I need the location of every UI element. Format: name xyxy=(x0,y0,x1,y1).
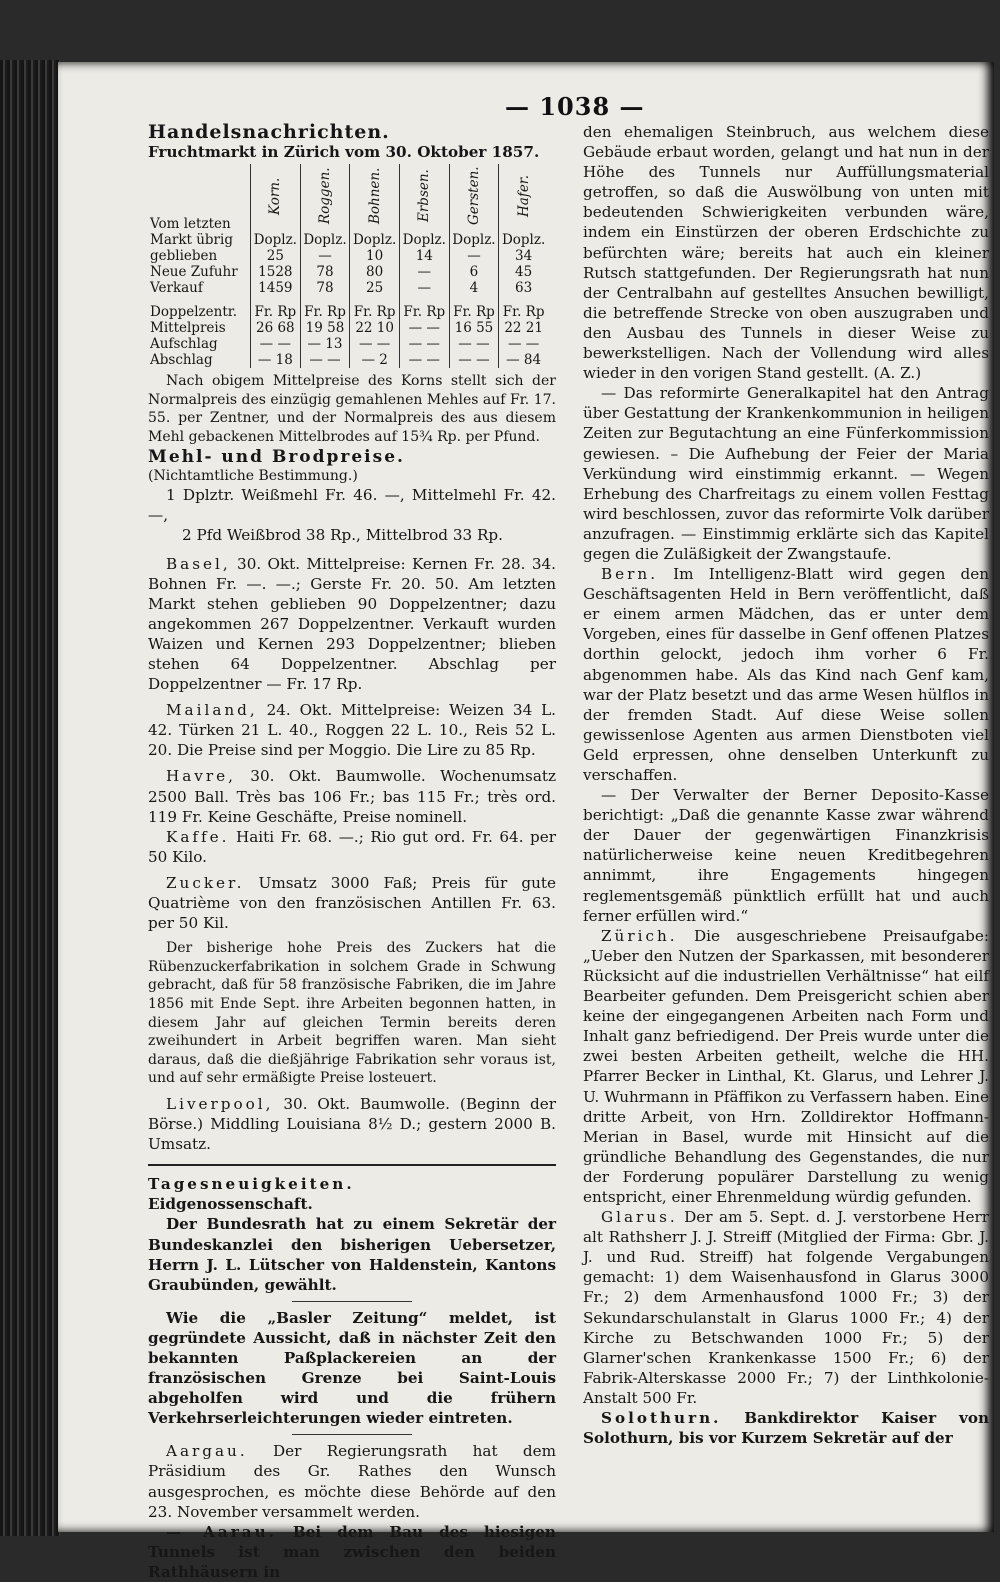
table-cell: Doplz. xyxy=(350,232,400,248)
table-cell: 25 xyxy=(350,280,400,296)
table-cell: Fr. Rp xyxy=(251,296,301,320)
table-cell: Fr. Rp xyxy=(499,296,548,320)
column-header: Roggen. xyxy=(316,167,333,225)
table-cell: 1459 xyxy=(251,280,301,296)
table-cell: Doplz. xyxy=(300,232,350,248)
aargau-report xyxy=(148,1441,556,1521)
federal-heading: Eidgenossenschaft. xyxy=(148,1195,313,1214)
table-cell: Doplz. xyxy=(399,232,449,248)
report-text: Bankdirektor Kaiser von Solothurn, bis vor Kurzem Sekretär auf der xyxy=(583,1409,989,1448)
table-cell: 45 xyxy=(499,264,548,280)
row-label: Abschlag xyxy=(150,352,213,369)
column-header: Gersten. xyxy=(465,166,482,226)
table-cell: 10 xyxy=(350,248,400,264)
table-cell: Fr. Rp xyxy=(300,296,350,320)
basler-report: Wie die „Basler Zeitung“ meldet, ist gegründete Aussicht, daß in nächster Zeit den bekannten Paßplackereien an der französischen Grenze bei Saint-Louis abgeholfen wird und die frühern Verkehrserleichterungen wieder eintreten. xyxy=(148,1308,556,1428)
havre-report xyxy=(148,766,556,826)
zurich-report xyxy=(583,926,989,1207)
table-cell: Doplz. xyxy=(449,232,499,248)
row-label: Aufschlag xyxy=(150,336,218,353)
bern-report xyxy=(583,564,989,785)
bread-prices-line-2: 2 Pfd Weißbrod 38 Rp., Mittelbrod 33 Rp. xyxy=(182,526,503,545)
row-label: Doppelzentr. xyxy=(150,304,238,321)
table-cell: — 13 xyxy=(300,336,350,352)
table-cell: 6 xyxy=(449,264,499,280)
table-cell: 80 xyxy=(350,264,400,280)
deposito-report: — Der Verwalter der Berner Deposito-Kasse berichtigt: „Daß die genannte Kasse zwar während der Dauer der gegenwärtigen Finanzkrisis natürlicherweise keine neuen Kreditbegehren annimmt, ihre Engagements hingegen reglementsgemäß pünktlich erfüllt hat und auch ferner erfüllen wird.“ xyxy=(583,786,989,925)
reform-report: — Das reformirte Generalkapitel hat den Antrag über Gestattung der Krankenkommunion in heiligen Zeiten zur Begutachtung an eine Fünferkommission gewiesen. – Die Aufhebung der Feier der Maria Verkündung wird einstimmig erkannt. — Wegen Erhebung des Charfreitags zu einem vollen Festtag wird beschlossen, zuvor das reformirte Volk darüber anzufragen. — Einstimmig erklärte sich das Kapitel gegen die Zuläßigkeit der Zwangstaufe. xyxy=(583,384,989,563)
table-row xyxy=(148,352,548,368)
table-row xyxy=(148,296,548,320)
table-row xyxy=(148,336,548,352)
trade-news-heading: Handelsnachrichten. xyxy=(148,121,390,143)
book-page-edges xyxy=(0,60,60,1536)
liverpool-report xyxy=(148,1094,556,1154)
table-cell: 22 21 xyxy=(499,320,548,336)
table-cell: Fr. Rp xyxy=(399,296,449,320)
table-cell: — xyxy=(449,248,499,264)
table-cell: 19 58 xyxy=(300,320,350,336)
table-cell: — — xyxy=(399,336,449,352)
table-row xyxy=(148,232,548,248)
table-cell: — — xyxy=(399,352,449,368)
column-header: Erbsen. xyxy=(416,169,433,223)
place-name: Solothurn. xyxy=(601,1409,722,1427)
glarus-report xyxy=(583,1207,989,1408)
table-cell: 34 xyxy=(499,248,548,264)
table-cell: — — xyxy=(251,336,301,352)
table-header-label: Vom letzten xyxy=(150,216,231,233)
table-cell: 78 xyxy=(300,264,350,280)
solothurn-report xyxy=(583,1408,989,1448)
report-text: 30. Okt. Baumwolle. (Beginn der Börse.) Middling Louisiana 8½ D.; gestern 2000 B. Umsatz. xyxy=(148,1094,556,1154)
bread-prices-heading: Mehl- und Brodpreise. xyxy=(148,446,405,467)
kaffe-report xyxy=(148,827,556,867)
table-cell: 63 xyxy=(499,280,548,296)
report-text: Haiti Fr. 68. —.; Rio gut ord. Fr. 64. per 50 Kilo. xyxy=(148,827,556,866)
page-number: — 1038 — xyxy=(505,92,645,121)
table-cell: 22 10 xyxy=(350,320,400,336)
table-cell: 16 55 xyxy=(449,320,499,336)
table-cell: — — xyxy=(300,352,350,368)
place-name: Bern. xyxy=(601,565,659,584)
table-cell: 1528 xyxy=(251,264,301,280)
report-text: Umsatz 3000 Faß; Preis für gute Quatrième von den französischen Antillen Fr. 63. per 50 Kil. xyxy=(148,873,556,933)
place-name: Mailand, xyxy=(166,701,258,720)
bread-prices-subtitle: (Nichtamtliche Bestimmung.) xyxy=(148,467,358,484)
place-name: Liverpool, xyxy=(166,1094,274,1113)
place-name: Basel, xyxy=(166,554,231,573)
left-column xyxy=(148,122,556,1582)
basel-report xyxy=(148,554,556,695)
zucker-report xyxy=(148,873,556,933)
table-cell: — — xyxy=(350,336,400,352)
row-label: Markt übrig xyxy=(150,232,233,249)
column-header: Hafer. xyxy=(515,175,532,218)
tunnel-report: den ehemaligen Steinbruch, aus welchem diese Gebäude erbaut worden, gelangt und hat nun in der Höhe des Tunnels nur Auffüllungsmaterial getroffen, so daß die Auswölbung von unten mit bedeutenden Schwierigkeiten verbunden wäre, indem ein Einstürzen der oberen Erdschichte zu befürchten wäre; bereits hat auch ein kleiner Rutsch stattgefunden. Der Regierungsrath hat nun der Centralbahn auf gestelltes Ansuchen bewilligt, die betreffende Strecke von oben auszugraben und den Ausbau des Tunnels in dieser Weise zu bewerkstelligen. Nach der Vollendung wird alles wieder in den vorigen Stand gestellt. (A. Z.) xyxy=(583,123,989,383)
commodity-label: Kaffe. xyxy=(166,827,230,846)
table-cell: — xyxy=(399,280,449,296)
normal-price-note: Nach obigem Mittelpreise des Korns stellt sich der Normalpreis des einzügig gemahlenen Mehles auf Fr. 17. 55. per Zentner, und der Normalpreis des aus diesem Mehl gebackenen Mittelbrodes auf 15¾ Rp. per Pfund. xyxy=(148,373,556,445)
section-divider xyxy=(148,1164,556,1166)
place-name: Zürich. xyxy=(601,926,678,945)
right-column xyxy=(583,122,989,1448)
place-name: Havre, xyxy=(166,767,236,786)
table-cell: 78 xyxy=(300,280,350,296)
table-cell: — — xyxy=(449,336,499,352)
report-text: 30. Okt. Baumwolle. Wochenumsatz 2500 Ball. Très bas 106 Fr.; bas 115 Fr.; très ord. 119 Fr. Keine Geschäfte, Preise nominell. xyxy=(148,767,556,826)
short-divider xyxy=(292,1301,412,1302)
column-header: Bohnen. xyxy=(366,167,383,225)
commodity-label: Zucker. xyxy=(166,873,245,892)
table-cell: — — xyxy=(449,352,499,368)
table-cell: 25 xyxy=(251,248,301,264)
zucker-note: Der bisherige hohe Preis des Zuckers hat die Rübenzuckerfabrikation in solchem Grade in Schwung gebracht, daß für 58 französische Fabriken, die im Jahre 1856 mit Ende Sept. ihre Arbeiten begonnen hatten, in diesem Jahr auf gleichen Termin bereits deren zweihundert in Arbeit begriffen waren. Man sieht daraus, daß die dießjährige Fabrikation sehr voraus ist, und auf sehr ermäßigte Preise losteuert. xyxy=(148,940,556,1087)
table-cell: 14 xyxy=(399,248,449,264)
table-cell: — 84 xyxy=(499,352,548,368)
table-row xyxy=(148,320,548,336)
table-cell: 26 68 xyxy=(251,320,301,336)
table-cell: — 18 xyxy=(251,352,301,368)
table-cell: — xyxy=(300,248,350,264)
table-header-row xyxy=(148,164,548,232)
daily-news-heading: Tagesneuigkeiten. xyxy=(148,1175,355,1194)
row-label: geblieben xyxy=(150,248,218,265)
fruit-market-title: Fruchtmarkt in Zürich vom 30. Oktober 1857. xyxy=(148,143,540,162)
report-text: Die ausgeschriebene Preisaufgabe: „Ueber den Nutzen der Sparkassen, mit besonderer Rücksicht auf die industriellen Verhältnisse“ hat eilf Bearbeiter gefunden. Dem Preisgericht schien aber keine der eingegangenen Arbeiten nach Form und Inhalt ganz befriedigend. Der Preis wurde unter die zwei besten Arbeiten getheilt, welche die HH. Pfarrer Becker in Linthal, Kt. Glarus, und Lehrer J. U. Wuhrmann in Pfäffikon zu Verfassern haben. Eine dritte Arbeit, von Hrn. Zolldirektor Hoffmann-Merian in Basel, wurde mit Hinsicht auf die gründliche Behandlung des Gegenstandes, die nur der Forderung populärer Darstellung zu wenig entspricht, einer Ehrenmeldung würdig gefunden. xyxy=(583,926,989,1206)
table-cell: Fr. Rp xyxy=(350,296,400,320)
report-text: Bei dem Bau des hiesigen Tunnels ist man zwischen den beiden Rathhäusern in xyxy=(148,1522,556,1581)
fruit-market-table xyxy=(148,164,548,368)
report-text: Im Intelligenz-Blatt wird gegen den Geschäftsagenten Held in Bern veröffentlicht, daß er einem armen Mädchen, das er unter dem Vorgeben, eines für dasselbe in Genf offenen Platzes dorthin gelockt, jedoch ihm vorher 6 Fr. abgenommen habe. Als das Kind nach Genf kam, war der Platz besetzt und das arme Wesen hülflos in der fremden Stadt. Auf diese Weise sollen gewissenlose Agenten aus armen Dienstboten viel Geld erpressen, ohne denselben Unterkunft zu verschaffen. xyxy=(583,565,990,784)
row-label: Mittelpreis xyxy=(150,320,226,337)
table-cell: — xyxy=(399,264,449,280)
table-row xyxy=(148,280,548,296)
place-name: — Aarau. xyxy=(166,1522,277,1541)
row-label: Neue Zufuhr xyxy=(150,264,238,281)
table-cell: — 2 xyxy=(350,352,400,368)
table-row xyxy=(148,248,548,264)
federal-report: Der Bundesrath hat zu einem Sekretär der Bundeskanzlei den bisherigen Uebersetzer, Herrn J. L. Lütscher von Haldenstein, Kantons Graubünden, gewählt. xyxy=(148,1215,556,1294)
table-cell: Fr. Rp xyxy=(449,296,499,320)
table-cell: 4 xyxy=(449,280,499,296)
report-text: Der Regierungsrath hat dem Präsidium des Gr. Rathes den Wunsch ausgesprochen, es möchte diese Behörde auf den 23. November versammelt werden. xyxy=(148,1442,556,1521)
table-row xyxy=(148,264,548,280)
column-header: Korn. xyxy=(267,177,284,215)
mailand-report xyxy=(148,700,556,760)
place-name: Glarus. xyxy=(601,1208,678,1227)
aarau-report xyxy=(148,1522,556,1582)
table-cell: Doplz. xyxy=(499,232,548,248)
report-text: 24. Okt. Mittelpreise: Weizen 34 L. 42. Türken 21 L. 40., Roggen 22 L. 10., Reis 52 L. 20. Die Preise sind per Moggio. Die Lire zu 85 Rp. xyxy=(148,701,556,760)
report-text: 30. Okt. Mittelpreise: Kernen Fr. 28. 34. Bohnen Fr. —. —.; Gerste Fr. 20. 50. Am letzten Markt stehen geblieben 90 Doppelzentner; dazu angekommen 267 Doppelzentner. Verkauft wurden Waizen und Kernen 293 Doppelzentner; blieben stehen 64 Doppelzentner. Abschlag per Doppelzentner — Fr. 17 Rp. xyxy=(148,554,557,694)
table-cell: — — xyxy=(499,336,548,352)
table-cell: — — xyxy=(399,320,449,336)
bread-prices-line-1: 1 Dplztr. Weißmehl Fr. 46. —, Mittelmehl Fr. 42. —, xyxy=(148,486,556,525)
short-divider xyxy=(292,1434,412,1435)
place-name: Aargau. xyxy=(166,1442,248,1461)
table-cell: Doplz. xyxy=(251,232,301,248)
report-text: Der am 5. Sept. d. J. verstorbene Herr alt Rathsherr J. J. Streiff (Mitglied der Firma: Gbr. J. J. und Rud. Streiff) hat folgende Vergabungen gemacht: 1) dem Waisenhausfond in Glarus 3000 Fr.; 2) dem Armenhausfond 1000 Fr.; 3) der Sekundarschulanstalt in Glarus 1000 Fr.; 4) der Kirche zu Betschwanden 1000 Fr.; 5) der Glarner'schen Krankenkasse 1500 Fr.; 6) der Fabrik-Alterskasse 2000 Fr.; 7) der Linthkolonie-Anstalt 500 Fr. xyxy=(583,1208,990,1407)
row-label: Verkauf xyxy=(150,280,203,297)
